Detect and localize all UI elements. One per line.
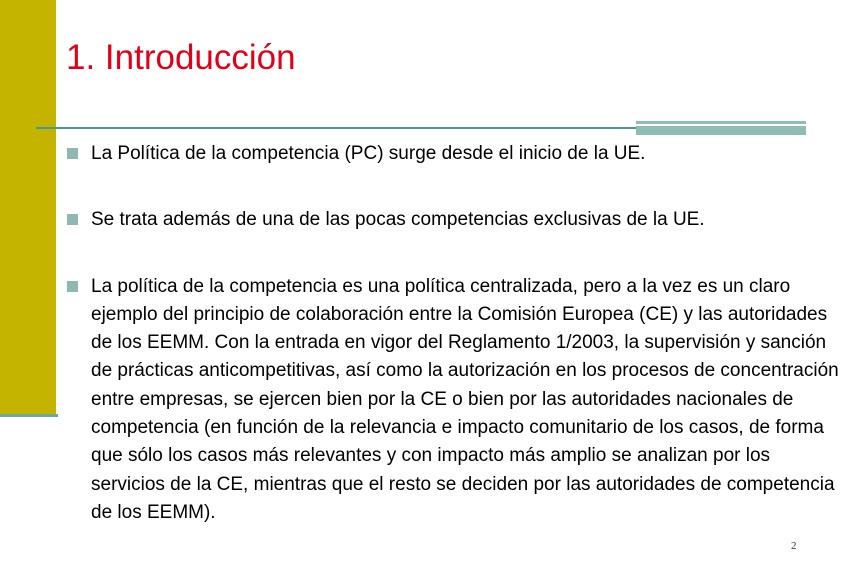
bullet-text: La Política de la competencia (PC) surge desde el inicio de la UE. [91, 143, 646, 164]
bullet-item [66, 140, 841, 168]
slide-title: 1. Introducción [66, 38, 296, 77]
left-accent-band [0, 0, 56, 416]
square-bullet-icon [67, 148, 78, 159]
left-band-edge-line [0, 414, 58, 417]
bullet-text: Se trata además de una de las pocas competencias exclusivas de la UE. [91, 209, 705, 231]
bullet-item [66, 273, 841, 528]
title-divider-accent [636, 121, 806, 135]
square-bullet-icon [67, 214, 78, 225]
bullet-item [66, 206, 841, 234]
bullet-text: La política de la competencia es una política centralizada, pero a la vez es un claro ejemplo del principio de colaboración entre la Comisión Europea (CE) y las autoridades de los EEMM. Con la entrada en vigor del Reglamento 1/2003, la supervisión y sanción de prácticas anticompetitivas, así como la autorización en los procesos de concentración entre empresas, se ejercen bien por la CE o bien por las autoridades nacionales de competencia (en función de la relevancia e impacto comunitario de los casos, de forma que sólo los casos más relevantes y con impacto más amplio se analizan por los servicios de la CE, mientras que el resto se deciden por las autoridades de competencia de los EEMM). [91, 275, 839, 523]
square-bullet-icon [67, 281, 78, 292]
slide-number: 2 [791, 540, 797, 552]
bullet-list [66, 140, 841, 527]
